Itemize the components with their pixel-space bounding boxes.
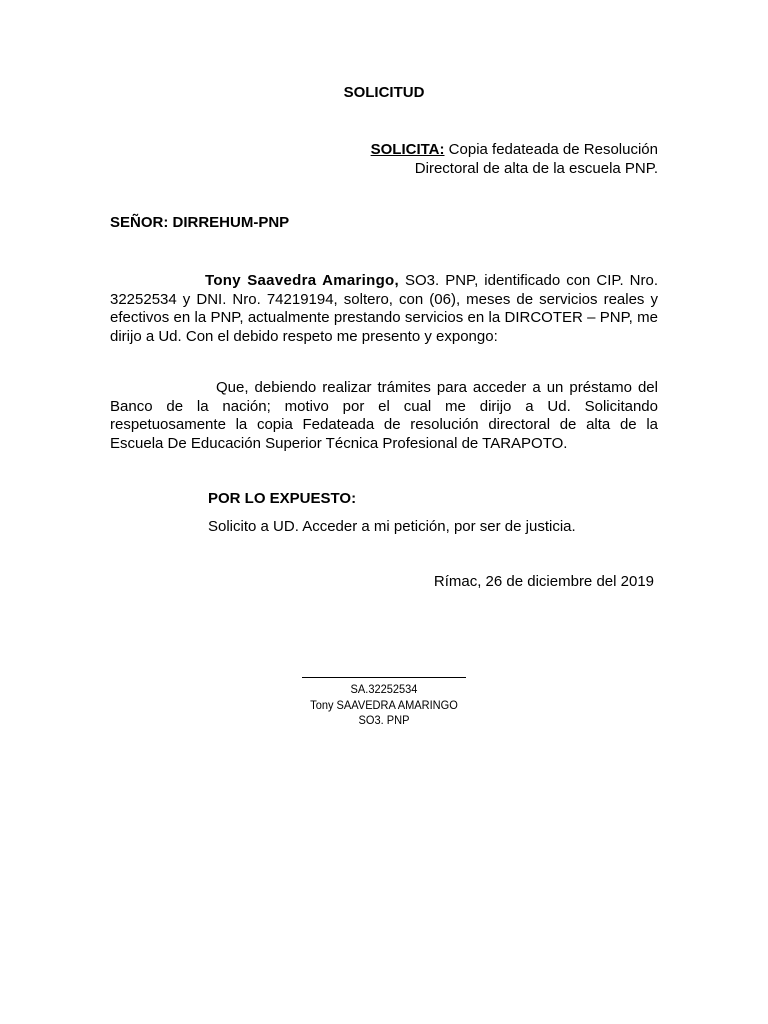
por-lo-expuesto-heading: POR LO EXPUESTO:: [208, 490, 357, 507]
solicita-block: [340, 140, 658, 178]
paragraph-introduction-text: SO3. PNP, identificado con CIP. Nro. 32252534 y DNI. Nro. 74219194, soltero, con (06), meses de servicios reales y efectivos en la PNP, actualmente prestando servicios en la DIRCOTER – PNP, me dirijo a Ud. Con el debido respeto me presento y expongo:: [110, 272, 658, 345]
signature-block: [292, 682, 476, 729]
paragraph-introduction: [110, 272, 658, 346]
place-date: Rímac, 26 de diciembre del 2019: [433, 573, 654, 590]
solicita-text: Copia fedateada de Resolución Directoral de alta de la escuela PNP.: [414, 141, 658, 177]
paragraph-request: Que, debiendo realizar trámites para acceder a un préstamo del Banco de la nación; motivo por el cual me dirijo a Ud. Solicitando respetuosamente la copia Fedateada de resolución directoral de alta de la Escuela De Educación Superior Técnica Profesional de TARAPOTO.: [110, 379, 658, 452]
signature-line: [302, 677, 466, 678]
document-title: SOLICITUD: [343, 84, 425, 101]
signature-name: Tony SAAVEDRA AMARINGO: [310, 697, 458, 712]
applicant-name: Tony Saavedra Amaringo,: [205, 272, 399, 289]
addressee: SEÑOR: DIRREHUM-PNP: [110, 214, 290, 231]
petition-line: Solicito a UD. Acceder a mi petición, por ser de justicia.: [208, 518, 576, 535]
signature-cip: SA.32252534: [350, 682, 418, 696]
signature-rank: SO3. PNP: [358, 713, 410, 727]
solicita-label: SOLICITA:: [370, 141, 445, 158]
